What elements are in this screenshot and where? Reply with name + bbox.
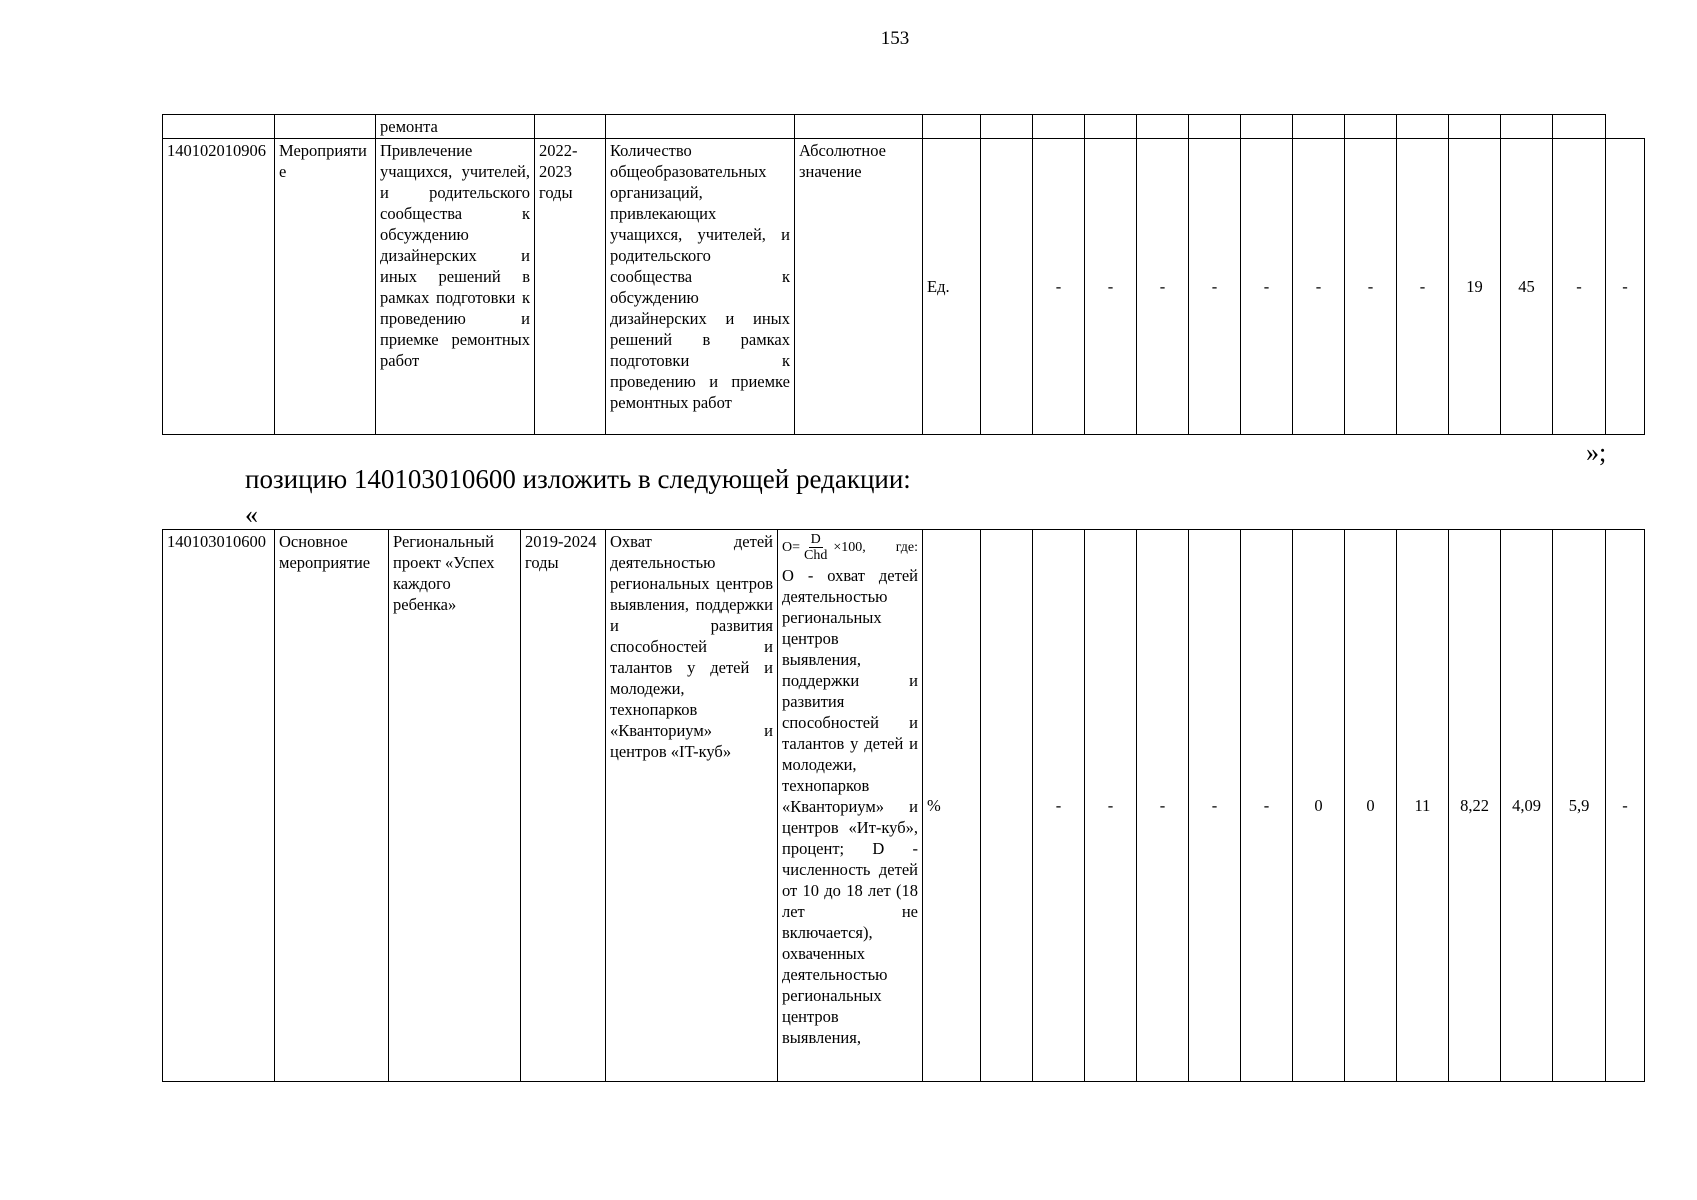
indicator-table-new — [162, 529, 1645, 1082]
value-cell: - — [1241, 139, 1293, 435]
page-number: 153 — [880, 28, 910, 49]
value-cell: - — [1137, 139, 1189, 435]
table-cell — [1293, 115, 1345, 139]
formula-lhs: O= — [782, 540, 801, 555]
code-cell: 140103010600 — [163, 530, 275, 1082]
value-cell: - — [1606, 530, 1645, 1082]
table-cell — [1449, 115, 1501, 139]
table-cell — [163, 115, 275, 139]
unit-cell: % — [923, 530, 981, 1082]
table-cell — [795, 115, 923, 139]
value-cell: - — [1293, 139, 1345, 435]
table-cell — [981, 115, 1033, 139]
instruction-text: позицию 140103010600 изложить в следующей редакции: — [245, 464, 911, 494]
table-cell: ремонта — [376, 115, 535, 139]
value-cell: - — [1189, 530, 1241, 1082]
value-cell: - — [1085, 530, 1137, 1082]
value-cell — [981, 530, 1033, 1082]
value-cell: 11 — [1397, 530, 1449, 1082]
value-cell: 4,09 — [1501, 530, 1553, 1082]
formula-fraction — [802, 532, 829, 563]
formula-tail: ×100, — [833, 540, 866, 555]
indicator-cell: Количество общеобразовательных организаций, привлекающих учащихся, учителей, и родительского сообщества к обсуждению дизайнерских и иных решений в рамках подготовки к проведению и приемке ремонтных работ — [606, 139, 795, 435]
value-cell: - — [1345, 139, 1397, 435]
name-cell: Привлечение учащихся, учителей, и родительского сообщества к обсуждению дизайнерских и иных решений в рамках подготовки к проведению и приемке ремонтных работ — [376, 139, 535, 435]
formula-denominator: Chd — [804, 548, 828, 563]
formula-numerator: D — [810, 532, 821, 547]
value-cell: - — [1033, 139, 1085, 435]
table-cell — [1241, 115, 1293, 139]
closing-quote: »; — [1586, 438, 1607, 467]
value-cell: 8,22 — [1449, 530, 1501, 1082]
type-cell: Основное мероприятие — [275, 530, 389, 1082]
table-cell — [1345, 115, 1397, 139]
table-cell — [1189, 115, 1241, 139]
table-cell — [1137, 115, 1189, 139]
table-cell — [606, 115, 795, 139]
table-cell — [275, 115, 376, 139]
value-cell: 45 — [1501, 139, 1553, 435]
table-cell — [535, 115, 606, 139]
formula — [782, 532, 918, 563]
table-row-continuation — [163, 115, 1645, 139]
method-description: O - охват детей деятельностью региональных центров выявления, поддержки и развития способностей и талантов у детей и молодежи, технопарков «Кванториум» и центров «Ит-куб», процент; D - численность детей от 10 до 18 лет (18 лет не включается), охваченных деятельностью региональных центров выявления, — [782, 566, 918, 1047]
value-cell: 19 — [1449, 139, 1501, 435]
table-row — [163, 139, 1645, 435]
value-cell: - — [1397, 139, 1449, 435]
value-cell: - — [1137, 530, 1189, 1082]
name-cell: Региональный проект «Успех каждого ребенка» — [389, 530, 521, 1082]
table-cell — [923, 115, 981, 139]
method-cell — [778, 530, 923, 1082]
value-cell: - — [1033, 530, 1085, 1082]
method-cell: Абсолютное значение — [795, 139, 923, 435]
opening-quote: « — [245, 500, 258, 529]
table-cell — [1033, 115, 1085, 139]
value-cell: 5,9 — [1553, 530, 1606, 1082]
period-cell: 2022-2023 годы — [535, 139, 606, 435]
table-cell — [1553, 115, 1606, 139]
unit-cell: Ед. — [923, 139, 981, 435]
table-cell — [1397, 115, 1449, 139]
table-cell — [1085, 115, 1137, 139]
table-row — [163, 530, 1645, 1082]
value-cell: 0 — [1345, 530, 1397, 1082]
formula-where: где: — [895, 540, 918, 555]
indicator-table-continued — [162, 114, 1645, 435]
value-cell: - — [1085, 139, 1137, 435]
type-cell: Мероприятие — [275, 139, 376, 435]
value-cell — [981, 139, 1033, 435]
value-cell: - — [1553, 139, 1606, 435]
period-cell: 2019-2024 годы — [521, 530, 606, 1082]
table-cell — [1501, 115, 1553, 139]
indicator-cell: Охват детей деятельностью региональных центров выявления, поддержки и развития способностей и талантов у детей и молодежи, технопарков «Кванториум» и центров «IT-куб» — [606, 530, 778, 1082]
value-cell: - — [1189, 139, 1241, 435]
value-cell: - — [1606, 139, 1645, 435]
code-cell: 140102010906 — [163, 139, 275, 435]
value-cell: - — [1241, 530, 1293, 1082]
value-cell: 0 — [1293, 530, 1345, 1082]
